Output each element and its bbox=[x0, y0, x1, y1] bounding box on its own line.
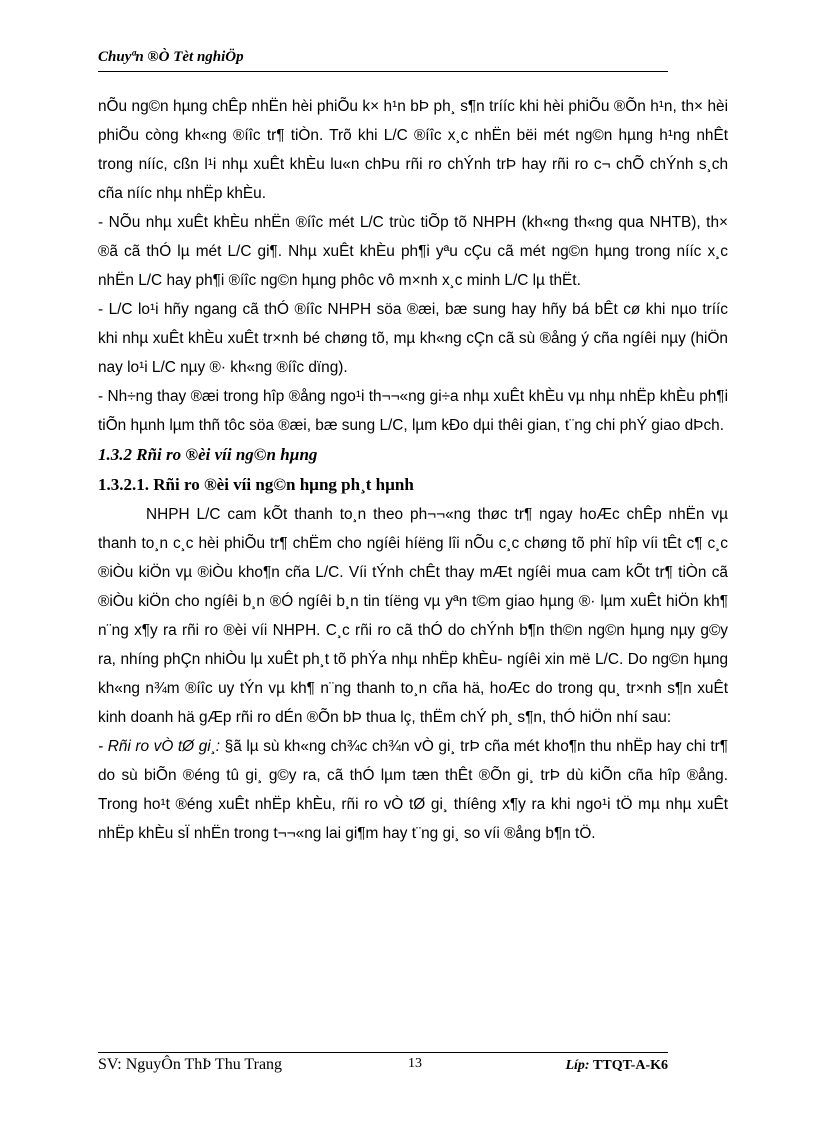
document-body bbox=[98, 92, 728, 848]
paragraph-2: - NÕu nhµ xuÊt khÈu nhËn ®íîc mét L/C trùc tiÕp tõ NHPH (kh«ng th«ng qua NHTB), th× ®ã cã thÓ lµ mét L/C gi¶. Nhµ xuÊt khÈu ph¶i yªu cÇu cã mét ng©n hµng trong nííc x¸c nhËn L/C hay ph¶i ®íîc ng©n hµng phôc vô m×nh x¸c minh L/C lµ thËt. bbox=[98, 214, 728, 289]
header-divider bbox=[98, 71, 668, 72]
class-value: TTQT-A-K6 bbox=[593, 1058, 668, 1073]
paragraph-3: - L/C lo¹i hñy ngang cã thÓ ®íîc NHPH söa ®æi, bæ sung hay hñy bá bÊt cø khi nµo trííc khi nhµ xuÊt khÈu xuÊt tr×nh bé chøng tõ, mµ kh«ng cÇn cã sù ®ång ý cña ngíêi nµy (hiÖn nay lo¹i L/C nµy ®· kh«ng ®íîc dïng). bbox=[98, 301, 728, 376]
section-heading: 1.3.2 Rñi ro ®èi víi ng©n hµng bbox=[98, 445, 318, 464]
paragraph-6 bbox=[98, 732, 728, 848]
paragraph-6-lead: - Rñi ro vÒ tØ gi¸: bbox=[98, 738, 221, 755]
class-info bbox=[565, 1058, 668, 1074]
class-label: Líp: bbox=[565, 1058, 590, 1073]
page-number: 13 bbox=[408, 1056, 422, 1071]
page-footer bbox=[98, 1056, 668, 1078]
footer-divider bbox=[98, 1052, 668, 1053]
student-name: SV: NguyÔn ThÞ Thu Trang bbox=[98, 1056, 283, 1073]
subsection-heading: 1.3.2.1. Rñi ro ®èi víi ng©n hµng ph¸t hµnh bbox=[98, 475, 414, 494]
paragraph-5: NHPH L/C cam kÕt thanh to¸n theo ph¬¬«ng thøc tr¶ ngay hoÆc chÊp nhËn vµ thanh to¸n c¸c hèi phiÕu tr¶ chËm cho ngíêi híëng lîi nÕu c¸c chøng tõ phï hîp víi tÊt c¶ c¸c ®iÒu kiÖn vµ ®iÒu kho¶n cña L/C. Víi tÝnh chÊt thay mÆt ngíêi mua cam kÕt tr¶ tiÒn cã ®iÒu kiÖn cho ngíêi b¸n ®Ó ngíêi b¸n tin tíëng vµ yªn t©m giao hµng ®· lµm xuÊt hiÖn kh¶ n¨ng x¶y ra rñi ro ®èi víi NHPH. C¸c rñi ro cã thÓ do chÝnh b¶n th©n ng©n hµng nµy g©y ra, nhíng phÇn nhiÒu lµ xuÊt ph¸t tõ phÝa nhµ nhËp khÈu- ngíêi xin më L/C. Do ng©n hµng kh«ng n¾m ®íîc uy tÝn vµ kh¶ n¨ng thanh to¸n cña hä, hoÆc do trong qu¸ tr×nh s¶n xuÊt kinh doanh hä gÆp rñi ro dÉn ®Õn bÞ thua lç, thËm chÝ ph¸ s¶n, thÓ hiÖn nhí sau: bbox=[98, 506, 728, 726]
paragraph-4: - Nh÷ng thay ®æi trong hîp ®ång ngo¹i th¬¬«ng gi÷a nhµ xuÊt khÈu vµ nhµ nhËp khÈu ph¶i tiÕn hµnh lµm thñ tôc söa ®æi, bæ sung L/C, lµm kÐo dµi thêi gian, t¨ng chi phÝ giao dÞch. bbox=[98, 388, 728, 434]
paragraph-6-text: §ã lµ sù kh«ng ch¾c ch¾n vÒ gi¸ trÞ cña mét kho¶n thu nhËp hay chi tr¶ do sù biÕn ®éng tû gi¸ g©y ra, cã thÓ lµm tæn thÊt ®Õn gi¸ trÞ dù kiÕn cña hîp ®ång. Trong ho¹t ®éng xuÊt nhËp khÈu, rñi ro vÒ tØ gi¸ thíêng x¶y ra khi ngo¹i tÖ mµ nhµ xuÊt nhËp khÈu sÏ nhËn trong t¬¬«ng lai gi¶m hay t¨ng gi¸ so víi ®ång b¶n tÖ. bbox=[98, 738, 728, 842]
running-header: Chuyªn ®Ò Tèt nghiÖp bbox=[98, 49, 244, 65]
paragraph-1: nÕu ng©n hµng chÊp nhËn hèi phiÕu k× h¹n bÞ ph¸ s¶n trííc khi hèi phiÕu ®Õn h¹n, th× hèi phiÕu còng kh«ng ®íîc tr¶ tiÒn. Trõ khi L/C ®íîc x¸c nhËn bëi mét ng©n hµng h¹ng nhÊt trong nííc, cßn l¹i nhµ xuÊt khÈu lu«n chÞu rñi ro chÝnh trÞ hay rñi ro c¬ chÕ chÝnh s¸ch cña nííc nhµ nhËp khÈu. bbox=[98, 98, 728, 202]
